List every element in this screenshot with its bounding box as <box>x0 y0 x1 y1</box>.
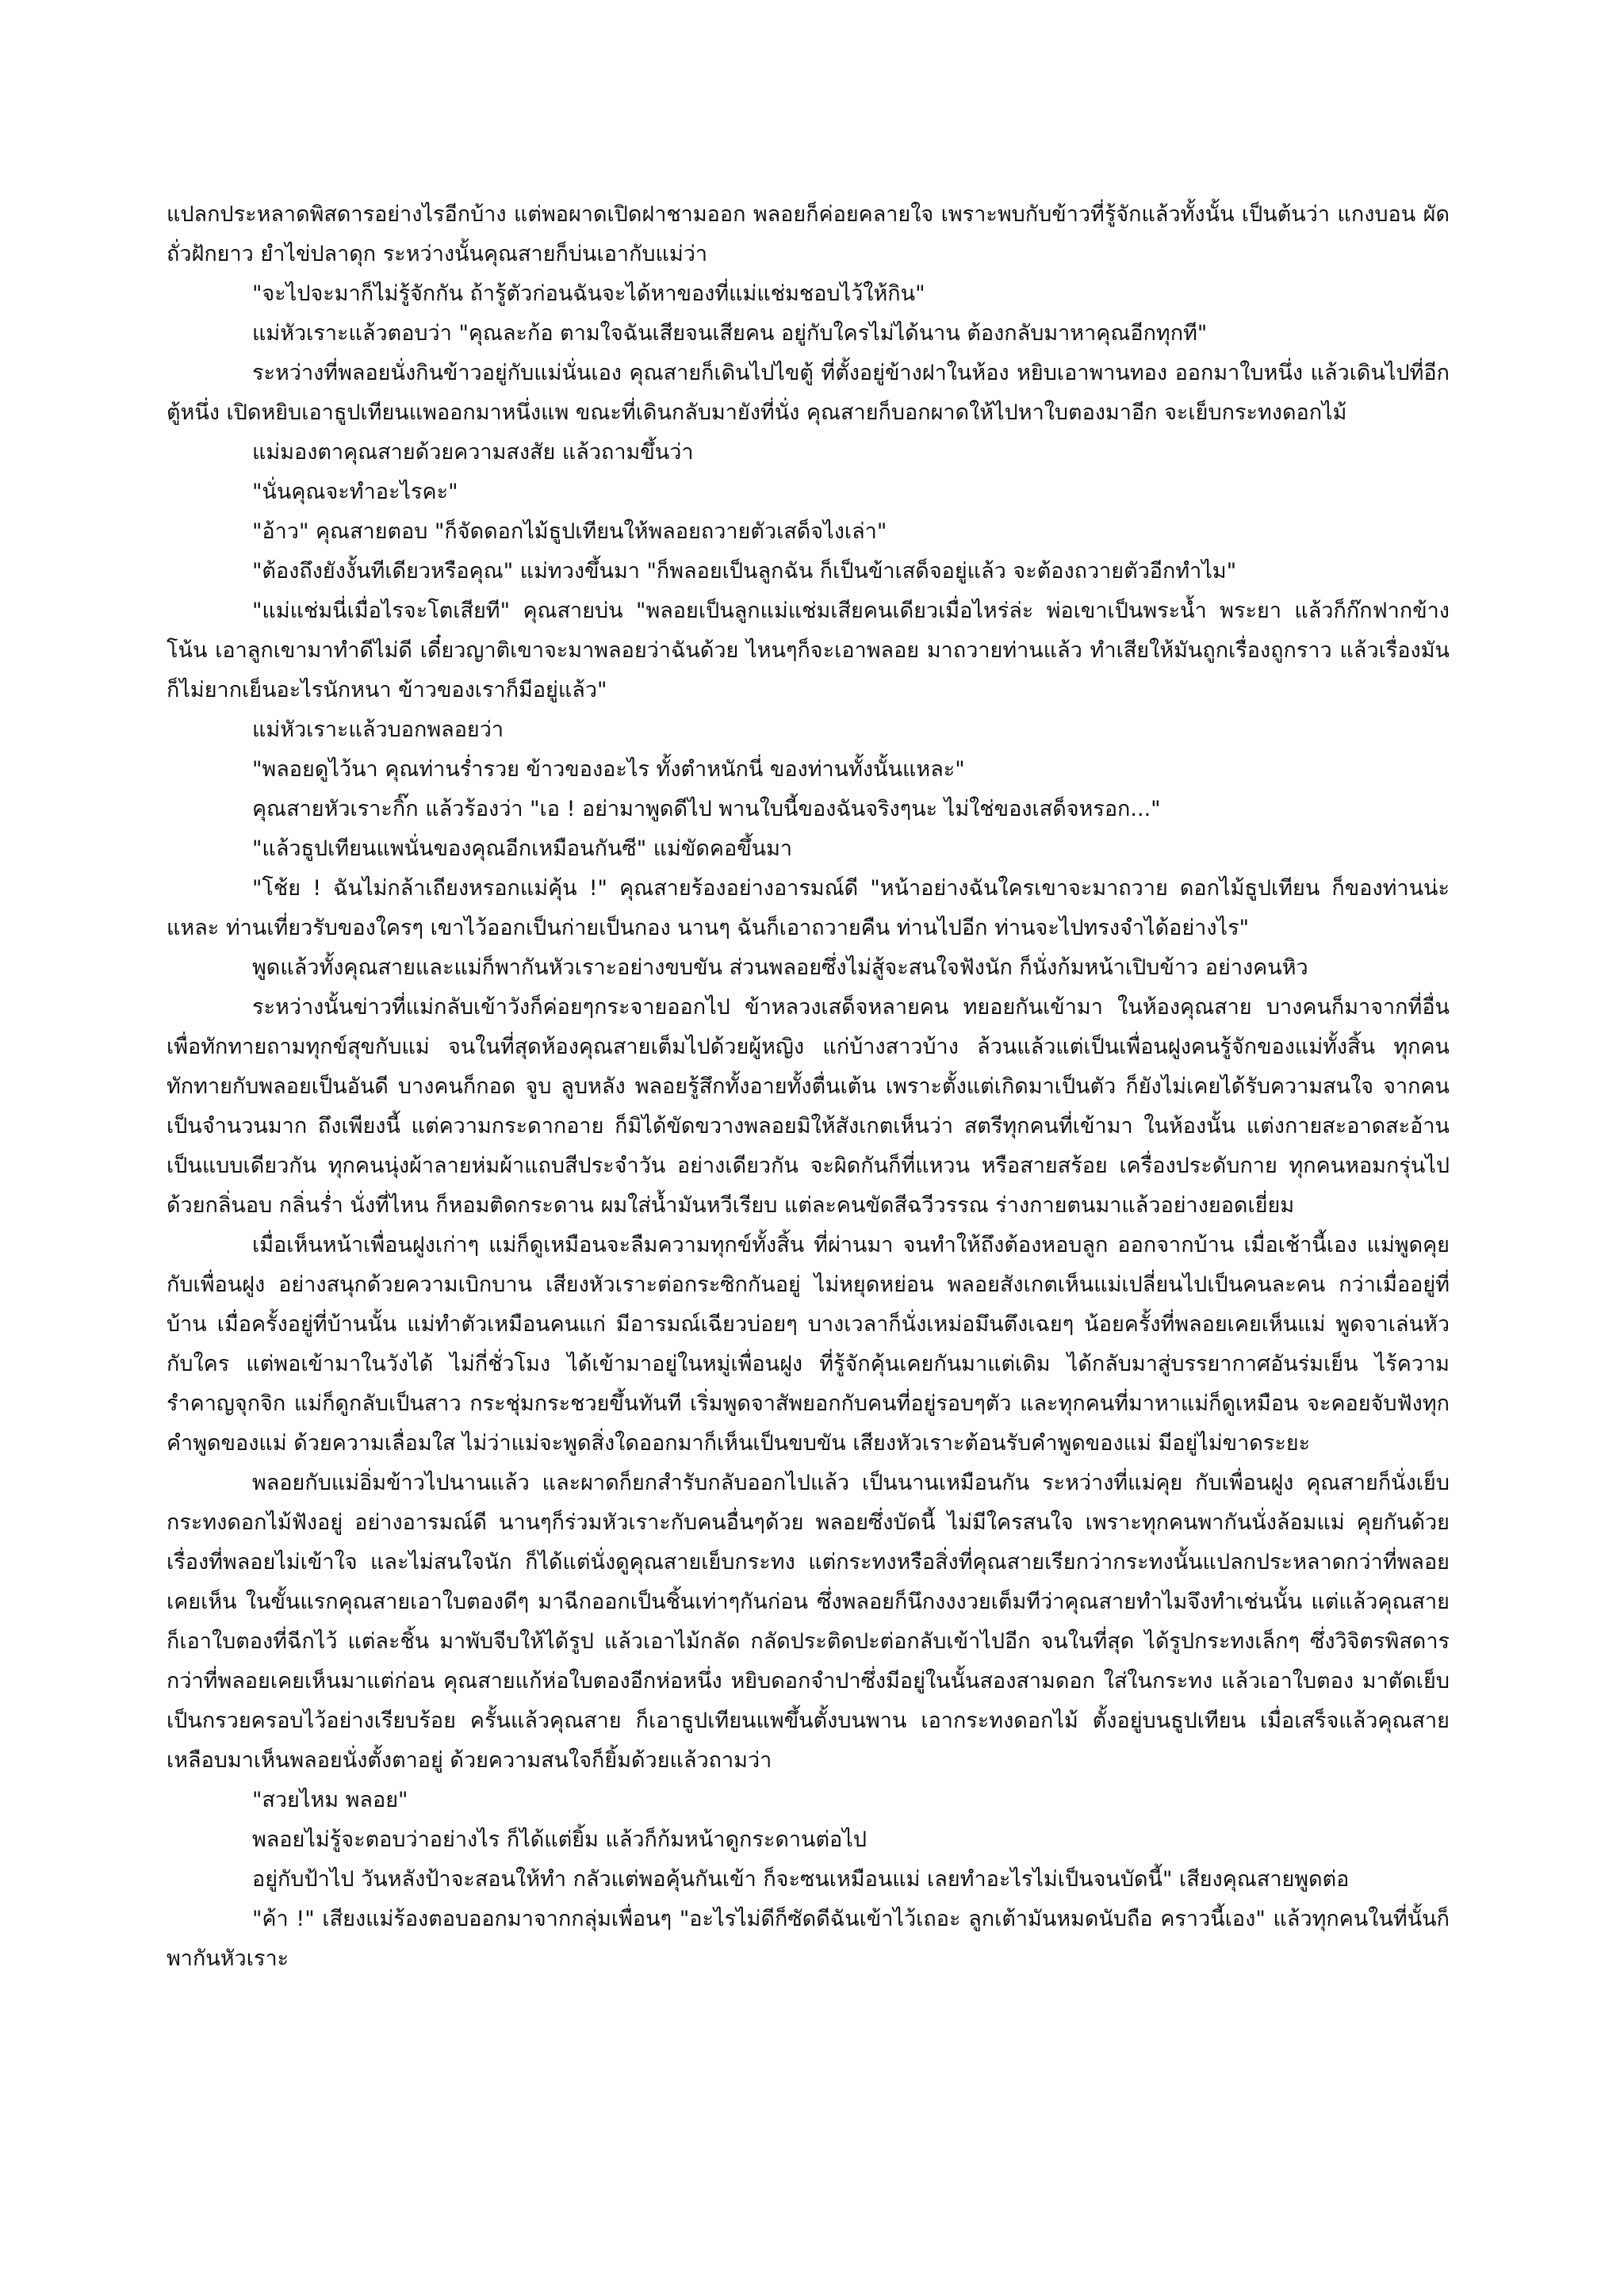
paragraph-10: แม่หัวเราะแล้วบอกพลอยว่า <box>252 718 504 742</box>
paragraph-9: "แม่แช่มนี่เมื่อไรจะโตเสียที" คุณสายบ่น "พลอยเป็นลูกแม่แช่มเสียคนเดียวเมื่อไหร่ล่ะ พ่อเขาเป็นพระน้ำ พระยา แล้วก็ก๊กฟากข้างโน้น เอาลูกเขามาทำดีไม่ดี เดี๋ยวญาติเขาจะมาพลอยว่าฉันด้วย ไหนๆก็จะเอาพลอย มาถวายท่านแล้ว ทำเสียให้มันถูกเรื่องถูกราว แล้วเรื่องมันก็ไม่ยากเย็นอะไรนักหนา ข้าวของเราก็มีอยู่แล้ว" <box>167 599 1450 702</box>
paragraph-21: อยู่กับป้าไป วันหลังป้าจะสอนให้ทำ กลัวแต่พอคุ้นกันเข้า ก็จะซนเหมือนแม่ เลยทำอะไรไม่เป็นจนบัดนี้" เสียงคุณสายพูดต่อ <box>252 1867 1350 1892</box>
paragraph-12: คุณสายหัวเราะกิ๊ก แล้วร้องว่า "เอ ! อย่ามาพูดดีไป พานใบนี้ของฉันจริงๆนะ ไม่ใช่ของเสด็จหรอก..." <box>252 797 1161 821</box>
paragraph-3: แม่หัวเราะแล้วตอบว่า "คุณละก้อ ตามใจฉันเสียจนเสียคน อยู่กับใครไม่ได้นาน ต้องกลับมาหาคุณอีกทุกที" <box>252 321 1208 346</box>
paragraph-18: พลอยกับแม่อิ่มข้าวไปนานแล้ว และผาดก็ยกสำรับกลับออกไปแล้ว เป็นนานเหมือนกัน ระหว่างที่แม่คุย กับเพื่อนฝูง คุณสายก็นั่งเย็บกระทงดอกไม้ฟังอยู่ อย่างอารมณ์ดี นานๆก็ร่วมหัวเราะกับคนอื่นๆด้วย พลอยซึ่งบัดนี้ ไม่มีใครสนใจ เพราะทุกคนพากันนั่งล้อมแม่ คุยกันด้วยเรื่องที่พลอยไม่เข้าใจ และไม่สนใจนัก ก็ได้แต่นั่งดูคุณสายเย็บกระทง แต่กระทงหรือสิ่งที่คุณสายเรียกว่ากระทงนั้นแปลกประหลาดกว่าที่พลอยเคยเห็น ในขั้นแรกคุณสายเอาใบตองดีๆ มาฉีกออกเป็นชิ้นเท่าๆกันก่อน ซึ่งพลอยก็นึกงงงวยเต็มทีว่าคุณสายทำไมจึงทำเช่นนั้น แต่แล้วคุณสายก็เอาใบตองที่ฉีกไว้ แต่ละชิ้น มาพับจีบให้ได้รูป แล้วเอาไม้กลัด กลัดประติดปะต่อกลับเข้าไปอีก จนในที่สุด ได้รูปกระทงเล็กๆ ซึ่งวิจิตรพิสดารกว่าที่พลอยเคยเห็นมาแต่ก่อน คุณสายแก้ห่อใบตองอีกห่อหนึ่ง หยิบดอกจำปาซึ่งมีอยู่ในนั้นสองสามดอก ใส่ในกระทง แล้วเอาใบตอง มาตัดเย็บเป็นกรวยครอบไว้อย่างเรียบร้อย ครั้นแล้วคุณสาย ก็เอาธูปเทียนแพขึ้นตั้งบนพาน เอากระทงดอกไม้ ตั้งอยู่บนธูปเทียน เมื่อเสร็จแล้วคุณสาย เหลือบมาเห็นพลอยนั่งตั้งตาอยู่ ด้วยความสนใจก็ยิ้มด้วยแล้วถามว่า <box>167 1471 1450 1773</box>
paragraph-15: พูดแล้วทั้งคุณสายและแม่ก็พากันหัวเราะอย่างขบขัน ส่วนพลอยซึ่งไม่สู้จะสนใจฟังนัก ก็นั่งก้มหน้าเปิบข้าว อย่างคนหิว <box>252 955 1308 980</box>
paragraph-4: ระหว่างที่พลอยนั่งกินข้าวอยู่กับแม่นั่นเอง คุณสายก็เดินไปไขตู้ ที่ตั้งอยู่ข้างฝาในห้อง หยิบเอาพานทอง ออกมาใบหนึ่ง แล้วเดินไปที่อีกตู้หนึ่ง เปิดหยิบเอาธูปเทียนแพออกมาหนึ่งแพ ขณะที่เดินกลับมายังที่นั่ง คุณสายก็บอกผาดให้ไปหาใบตองมาอีก จะเย็บกระทงดอกไม้ <box>167 361 1450 425</box>
paragraph-22: "ค้า !" เสียงแม่ร้องตอบออกมาจากกลุ่มเพื่อนๆ "อะไรไม่ดีก็ซัดดีฉันเข้าไว้เถอะ ลูกเต้ามันหมดนับถือ คราวนี้เอง" แล้วทุกคนในที่นั้นก็พากันหัวเราะ <box>167 1907 1450 1971</box>
paragraph-5: แม่มองตาคุณสายด้วยความสงสัย แล้วถามขึ้นว่า <box>252 440 694 465</box>
paragraph-6: "นั่นคุณจะทำอะไรคะ" <box>252 480 458 504</box>
paragraph-17: เมื่อเห็นหน้าเพื่อนฝูงเก่าๆ แม่ก็ดูเหมือนจะลืมความทุกข์ทั้งสิ้น ที่ผ่านมา จนทำให้ถึงต้องหอบลูก ออกจากบ้าน เมื่อเช้านี้เอง แม่พูดคุยกับเพื่อนฝูง อย่างสนุกด้วยความเบิกบาน เสียงหัวเราะต่อกระซิกกันอยู่ ไม่หยุดหย่อน พลอยสังเกตเห็นแม่เปลี่ยนไปเป็นคนละคน กว่าเมื่ออยู่ที่บ้าน เมื่อครั้งอยู่ที่บ้านนั้น แม่ทำตัวเหมือนคนแก่ มีอารมณ์เฉียวบ่อยๆ บางเวลาก็นั่งเหม่อมึนตึงเฉยๆ น้อยครั้งที่พลอยเคยเห็นแม่ พูดจาเล่นหัวกับใคร แต่พอเข้ามาในวังได้ ไม่กี่ชั่วโมง ได้เข้ามาอยู่ในหมู่เพื่อนฝูง ที่รู้จักคุ้นเคยกันมาแต่เดิม ได้กลับมาสู่บรรยากาศอันร่มเย็น ไร้ความรำคาญจุกจิก แม่ก็ดูกลับเป็นสาว กระชุ่มกระชวยขึ้นทันที เริ่มพูดจาสัพยอกกับคนที่อยู่รอบๆตัว และทุกคนที่มาหาแม่ก็ดูเหมือน จะคอยจับฟังทุกคำพูดของแม่ ด้วยความเลื่อมใส ไม่ว่าแม่จะพูดสิ่งใดออกมาก็เห็นเป็นขบขัน เสียงหัวเราะต้อนรับคำพูดของแม่ มีอยู่ไม่ขาดระยะ <box>167 1233 1450 1456</box>
paragraph-2: "จะไปจะมาก็ไม่รู้จักกัน ถ้ารู้ตัวก่อนฉันจะได้หาของที่แม่แช่มชอบไว้ให้กิน" <box>252 281 925 306</box>
paragraph-14: "โช้ย ! ฉันไม่กล้าเถียงหรอกแม่คุ้น !" คุณสายร้องอย่างอารมณ์ดี "หน้าอย่างฉันใครเขาจะมาถวาย ดอกไม้ธูปเทียน ก็ของท่านน่ะแหละ ท่านเที่ยวรับของใครๆ เขาไว้ออกเป็นก่ายเป็นกอง นานๆ ฉันก็เอาถวายคืน ท่านไปอีก ท่านจะไปทรงจำได้อย่างไร" <box>167 876 1450 940</box>
paragraph-1: แปลกประหลาดพิสดารอย่างไรอีกบ้าง แต่พอผาดเปิดฝาชามออก พลอยก็ค่อยคลายใจ เพราะพบกับข้าวที่รู้จักแล้วทั้งนั้น เป็นต้นว่า แกงบอน ผัดถั่วฝักยาว ยำไข่ปลาดุก ระหว่างนั้นคุณสายก็บ่นเอากับแม่ว่า <box>167 202 1450 266</box>
paragraph-8: "ต้องถึงยังงั้นทีเดียวหรือคุณ" แม่ทวงขึ้นมา "ก็พลอยเป็นลูกฉัน ก็เป็นข้าเสด็จอยู่แล้ว จะต้องถวายตัวอีกทำไม" <box>252 559 1237 584</box>
paragraph-20: พลอยไม่รู้จะตอบว่าอย่างไร ก็ได้แต่ยิ้ม แล้วก็ก้มหน้าดูกระดานต่อไป <box>252 1827 867 1852</box>
paragraph-16: ระหว่างนั้นข่าวที่แม่กลับเข้าวังก็ค่อยๆกระจายออกไป ข้าหลวงเสด็จหลายคน ทยอยกันเข้ามา ในห้องคุณสาย บางคนก็มาจากที่อื่น เพื่อทักทายถามทุกข์สุขกับแม่ จนในที่สุดห้องคุณสายเต็มไปด้วยผู้หญิง แก่บ้างสาวบ้าง ล้วนแล้วแต่เป็นเพื่อนฝูงคนรู้จักของแม่ทั้งสิ้น ทุกคนทักทายกับพลอยเป็นอันดี บางคนก็กอด จูบ ลูบหลัง พลอยรู้สึกทั้งอายทั้งตื่นเต้น เพราะตั้งแต่เกิดมาเป็นตัว ก็ยังไม่เคยได้รับความสนใจ จากคนเป็นจำนวนมาก ถึงเพียงนี้ แต่ความกระดากอาย ก็มิได้ขัดขวางพลอยมิให้สังเกตเห็นว่า สตรีทุกคนที่เข้ามา ในห้องนั้น แต่งกายสะอาดสะอ้าน เป็นแบบเดียวกัน ทุกคนนุ่งผ้าลายห่มผ้าแถบสีประจำวัน อย่างเดียวกัน จะผิดกันก็ที่แหวน หรือสายสร้อย เครื่องประดับกาย ทุกคนหอมกรุ่นไปด้วยกลิ่นอบ กลิ่นร่ำ นั่งที่ไหน ก็หอมติดกระดาน ผมใส่น้ำมันหวีเรียบ แต่ละคนขัดสีฉวีวรรณ ร่างกายตนมาแล้วอย่างยอดเยี่ยม <box>167 995 1450 1218</box>
paragraph-7: "อ้าว" คุณสายตอบ "ก็จัดดอกไม้ธูปเทียนให้พลอยถวายตัวเสด็จไงเล่า" <box>252 519 887 544</box>
paragraph-11: "พลอยดูไว้นา คุณท่านร่ำรวย ข้าวของอะไร ทั้งตำหนักนี่ ของท่านทั้งนั้นแหละ" <box>252 757 965 782</box>
paragraph-19: "สวยไหม พลอย" <box>252 1788 408 1812</box>
paragraph-13: "แล้วธูปเทียนแพนั่นของคุณอีกเหมือนกันซี" แม่ขัดคอขึ้นมา <box>252 836 793 861</box>
